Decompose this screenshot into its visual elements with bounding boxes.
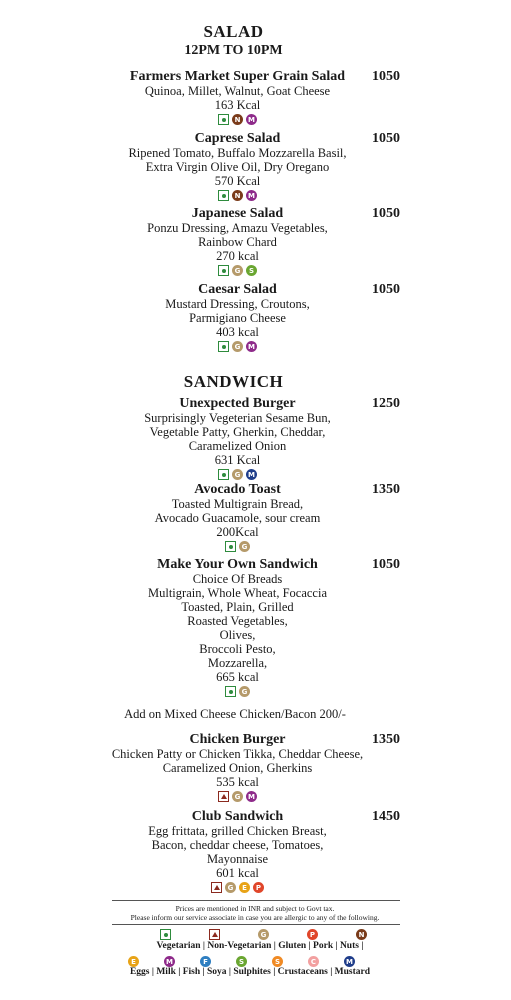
gluten-icon: G	[232, 341, 243, 352]
footer-divider-top	[112, 900, 400, 901]
vegetarian-icon	[160, 929, 171, 940]
item-description-line: Parmigiano Cheese	[189, 311, 286, 325]
footer-divider-bottom	[112, 924, 400, 925]
item-name: Chicken Burger	[189, 732, 286, 747]
nuts-icon: N	[232, 190, 243, 201]
gluten-icon: G	[225, 882, 236, 893]
non-vegetarian-icon	[209, 929, 220, 940]
dietary-icons	[95, 541, 380, 553]
item-name: Caesar Salad	[198, 282, 277, 297]
item-price: 1250	[372, 396, 400, 411]
menu-item	[95, 732, 380, 803]
nuts-icon: N	[232, 114, 243, 125]
item-calories: 570 Kcal	[214, 174, 261, 188]
item-description-line: Broccoli Pesto,	[199, 642, 276, 656]
item-description-line: Rainbow Chard	[198, 235, 277, 249]
gluten-icon: G	[258, 929, 269, 940]
item-description-line: Extra Virgin Olive Oil, Dry Oregano	[145, 160, 330, 174]
pork-icon: P	[307, 929, 318, 940]
gluten-icon: G	[232, 469, 243, 480]
item-price: 1350	[372, 482, 400, 497]
item-description-line: Toasted, Plain, Grilled	[181, 600, 294, 614]
vegetarian-icon	[218, 114, 229, 125]
item-calories: 200Kcal	[216, 525, 259, 539]
vegetarian-icon	[218, 190, 229, 201]
item-name: Club Sandwich	[191, 809, 284, 824]
non-vegetarian-icon	[211, 882, 222, 893]
pork-icon: P	[253, 882, 264, 893]
vegetarian-icon	[218, 469, 229, 480]
item-price: 1050	[372, 557, 400, 572]
dietary-icons	[95, 265, 380, 277]
item-calories: 665 kcal	[216, 670, 259, 684]
milk-icon: M	[246, 114, 257, 125]
sandwich-title: SANDWICH	[183, 372, 284, 391]
milk-icon: M	[246, 190, 257, 201]
dietary-icons	[95, 686, 380, 698]
soya-icon: S	[236, 956, 247, 967]
milk-icon: M	[164, 956, 175, 967]
item-description-line: Egg frittata, grilled Chicken Breast,	[148, 824, 327, 838]
item-name: Avocado Toast	[194, 482, 281, 497]
item-description-line: Mayonnaise	[206, 852, 269, 866]
item-price: 1050	[372, 69, 400, 84]
legend-row-2: Eggs | Milk | Fish | Soya | Sulphites | Crustaceans | Mustard	[129, 967, 371, 977]
crustaceans-icon: C	[308, 956, 319, 967]
dietary-icons	[95, 882, 380, 894]
mustard-icon: M	[246, 469, 257, 480]
non-vegetarian-icon	[218, 791, 229, 802]
salad-title: SALAD	[203, 22, 264, 41]
eggs-icon: E	[239, 882, 250, 893]
item-description-line: Choice Of Breads	[192, 572, 283, 586]
nuts-icon: N	[356, 929, 367, 940]
item-calories: 631 Kcal	[214, 453, 261, 467]
item-description-line: Caramelized Onion	[188, 439, 287, 453]
menu-item	[95, 206, 380, 277]
menu-item	[95, 131, 380, 202]
gluten-icon: G	[239, 686, 250, 697]
vegetarian-icon	[218, 341, 229, 352]
item-price: 1050	[372, 282, 400, 297]
gluten-icon: G	[239, 541, 250, 552]
gluten-icon: G	[232, 791, 243, 802]
item-description-line: Olives,	[219, 628, 256, 642]
legend-icons-row-1	[160, 929, 367, 940]
mustard-icon: M	[344, 956, 355, 967]
item-description-line: Vegetable Patty, Gherkin, Cheddar,	[149, 425, 326, 439]
item-name: Japanese Salad	[191, 206, 284, 221]
salad-hours: 12PM TO 10PM	[184, 43, 283, 58]
vegetarian-icon	[225, 541, 236, 552]
dietary-icons	[95, 791, 380, 803]
item-price: 1050	[372, 206, 400, 221]
menu-item	[95, 557, 380, 698]
menu-item	[95, 69, 380, 126]
item-description-line: Surprisingly Vegeterian Sesame Bun,	[144, 411, 331, 425]
item-calories: 163 Kcal	[214, 98, 261, 112]
item-description-line: Mozzarella,	[207, 656, 268, 670]
item-name: Make Your Own Sandwich	[157, 557, 318, 572]
item-name: Farmers Market Super Grain Salad	[129, 69, 346, 84]
dietary-icons	[95, 341, 380, 353]
item-description-line: Toasted Multigrain Bread,	[171, 497, 304, 511]
vegetarian-icon	[218, 265, 229, 276]
item-description-line: Avocado Guacamole, sour cream	[154, 511, 321, 525]
gluten-icon: G	[232, 265, 243, 276]
milk-icon: M	[246, 791, 257, 802]
addon-note: Add on Mixed Cheese Chicken/Bacon 200/-	[124, 707, 346, 721]
eggs-icon: E	[128, 956, 139, 967]
item-description-line: Mustard Dressing, Croutons,	[165, 297, 310, 311]
item-description-line: Roasted Vegetables,	[187, 614, 288, 628]
item-description-line: Caramelized Onion, Gherkins	[162, 761, 313, 775]
item-calories: 535 kcal	[216, 775, 259, 789]
item-calories: 403 kcal	[216, 325, 259, 339]
dietary-icons	[95, 114, 380, 126]
dietary-icons	[95, 469, 380, 481]
item-description-line: Bacon, cheddar cheese, Tomatoes,	[151, 838, 324, 852]
item-calories: 270 kcal	[216, 249, 259, 263]
item-description-line: Multigrain, Whole Wheat, Focaccia	[148, 586, 327, 600]
fish-icon: F	[200, 956, 211, 967]
item-description-line: Ripened Tomato, Buffalo Mozzarella Basil,	[128, 146, 347, 160]
milk-icon: M	[246, 341, 257, 352]
footer-price-note: Prices are mentioned in INR and subject to Govt tax.	[175, 904, 335, 913]
menu-item	[95, 482, 380, 553]
item-description-line: Ponzu Dressing, Amazu Vegetables,	[147, 221, 328, 235]
item-description-line: Chicken Patty or Chicken Tikka, Cheddar Cheese,	[111, 747, 364, 761]
menu-item	[95, 809, 380, 894]
menu-item	[95, 282, 380, 353]
sulphites-icon: S	[272, 956, 283, 967]
vegetarian-icon	[225, 686, 236, 697]
soya-icon: S	[246, 265, 257, 276]
footer-allergy-note: Please inform our service associate in case you are allergic to any of the following.	[130, 913, 380, 922]
item-price: 1350	[372, 732, 400, 747]
item-price: 1450	[372, 809, 400, 824]
item-price: 1050	[372, 131, 400, 146]
dietary-icons	[95, 190, 380, 202]
item-name: Unexpected Burger	[179, 396, 296, 411]
item-calories: 601 kcal	[216, 866, 259, 880]
legend-row-1: Vegetarian | Non-Vegetarian | Gluten | Pork | Nuts |	[156, 941, 364, 951]
menu-item	[95, 396, 380, 481]
item-name: Caprese Salad	[194, 131, 281, 146]
item-description-line: Quinoa, Millet, Walnut, Goat Cheese	[144, 84, 331, 98]
legend-icons-row-2	[128, 956, 355, 967]
